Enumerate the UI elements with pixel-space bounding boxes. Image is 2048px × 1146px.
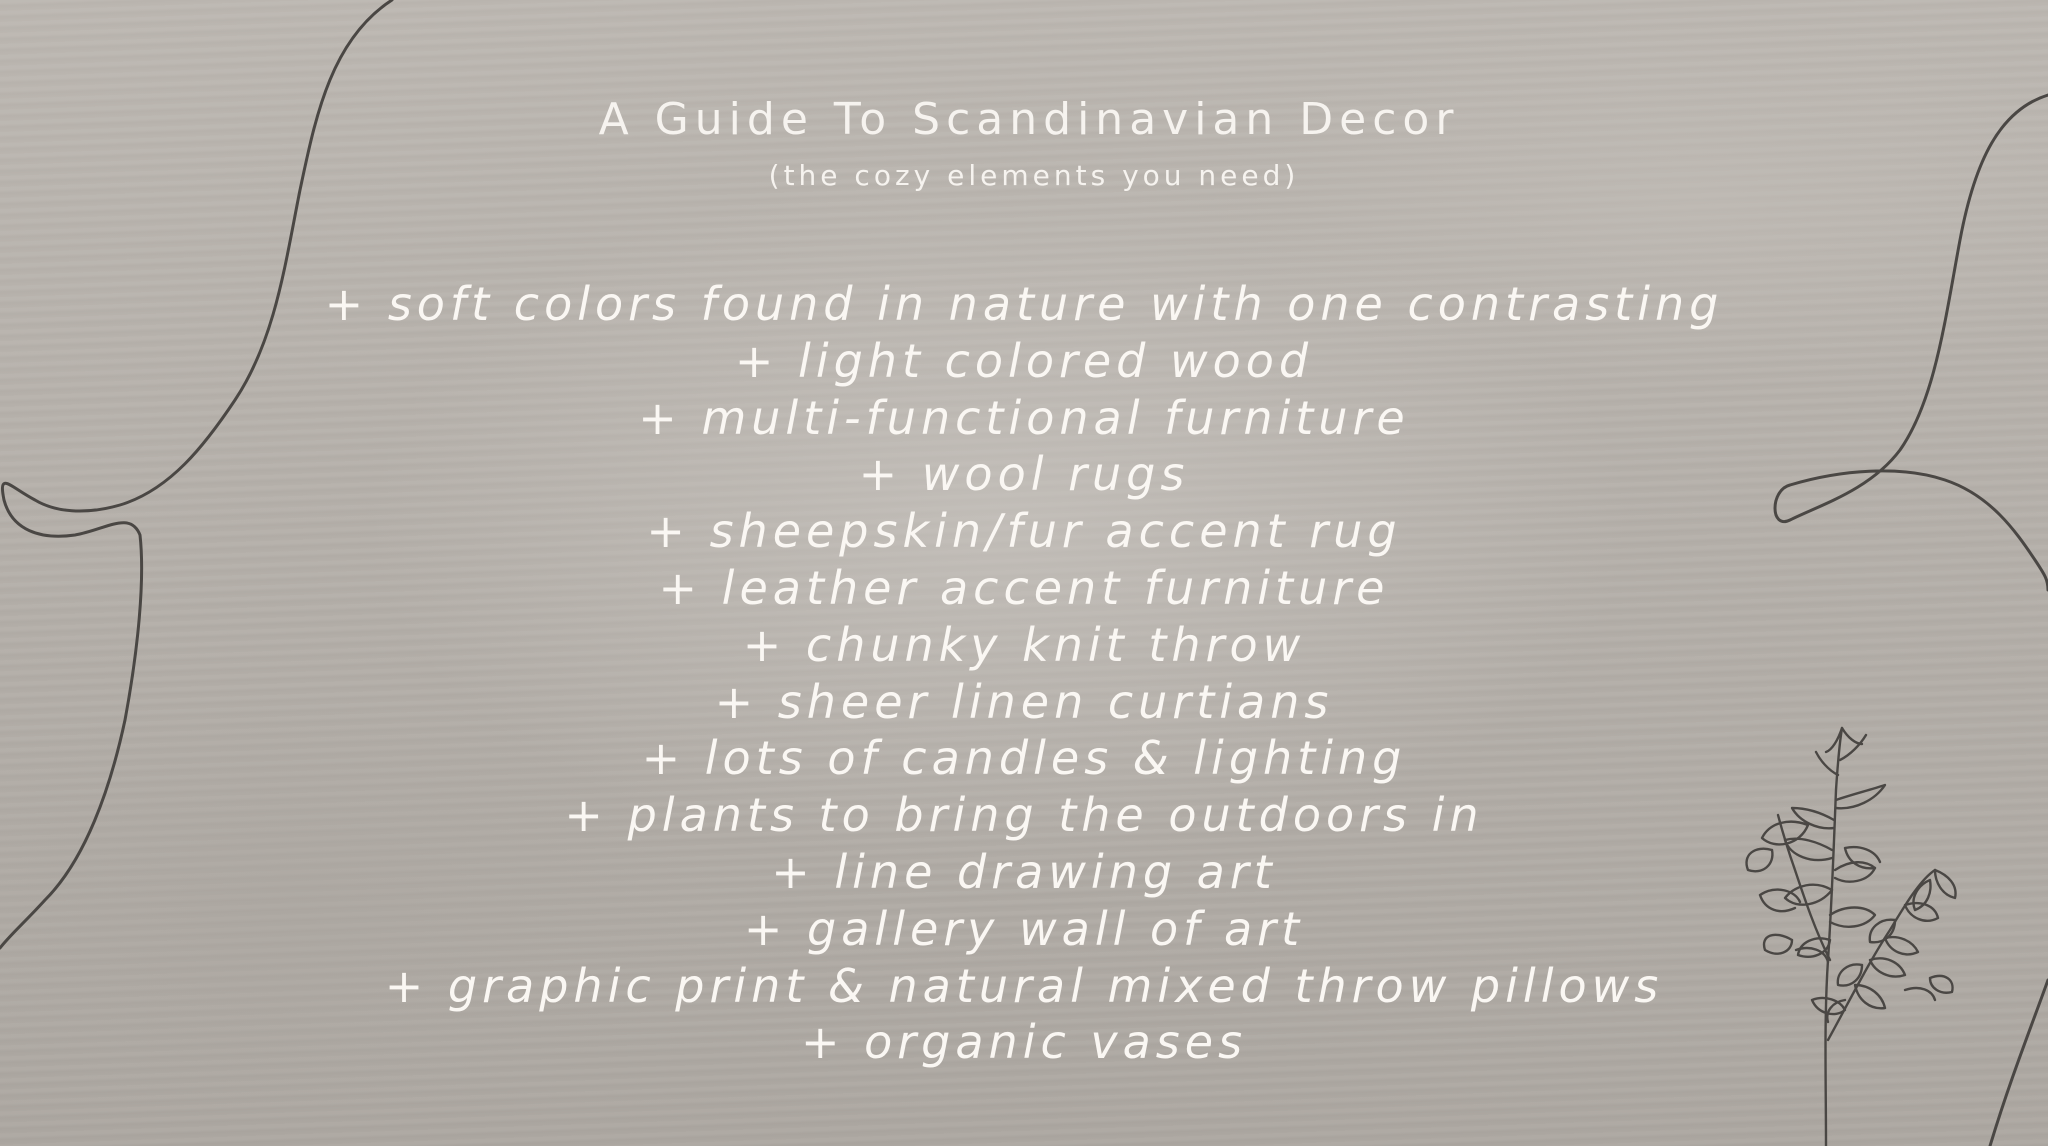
list-item: + sheer linen curtians — [714, 674, 1334, 729]
list-item: + sheepskin/fur accent rug — [646, 504, 1402, 559]
list-item: + line drawing art — [771, 844, 1277, 899]
decor-elements-list — [0, 276, 2048, 1071]
list-item: + gallery wall of art — [743, 901, 1305, 956]
list-item: + plants to bring the outdoors in — [564, 788, 1484, 843]
list-item: + light colored wood — [734, 333, 1314, 388]
list-item: + lots of candles & lighting — [641, 731, 1407, 786]
list-item: + graphic print & natural mixed throw pillows — [384, 958, 1664, 1013]
list-item: + soft colors found in nature with one contrasting — [324, 277, 1724, 331]
list-item: + multi-functional furniture — [638, 390, 1410, 445]
header — [0, 90, 2048, 198]
list-item: + organic vases — [800, 1015, 1248, 1070]
page-subtitle: (the cozy elements you need) — [768, 159, 1300, 192]
list-item: + wool rugs — [858, 447, 1190, 502]
list-item: + chunky knit throw — [742, 617, 1306, 672]
list-item: + leather accent furniture — [658, 560, 1390, 615]
page-title: A Guide To Scandinavian Decor — [598, 94, 1460, 145]
